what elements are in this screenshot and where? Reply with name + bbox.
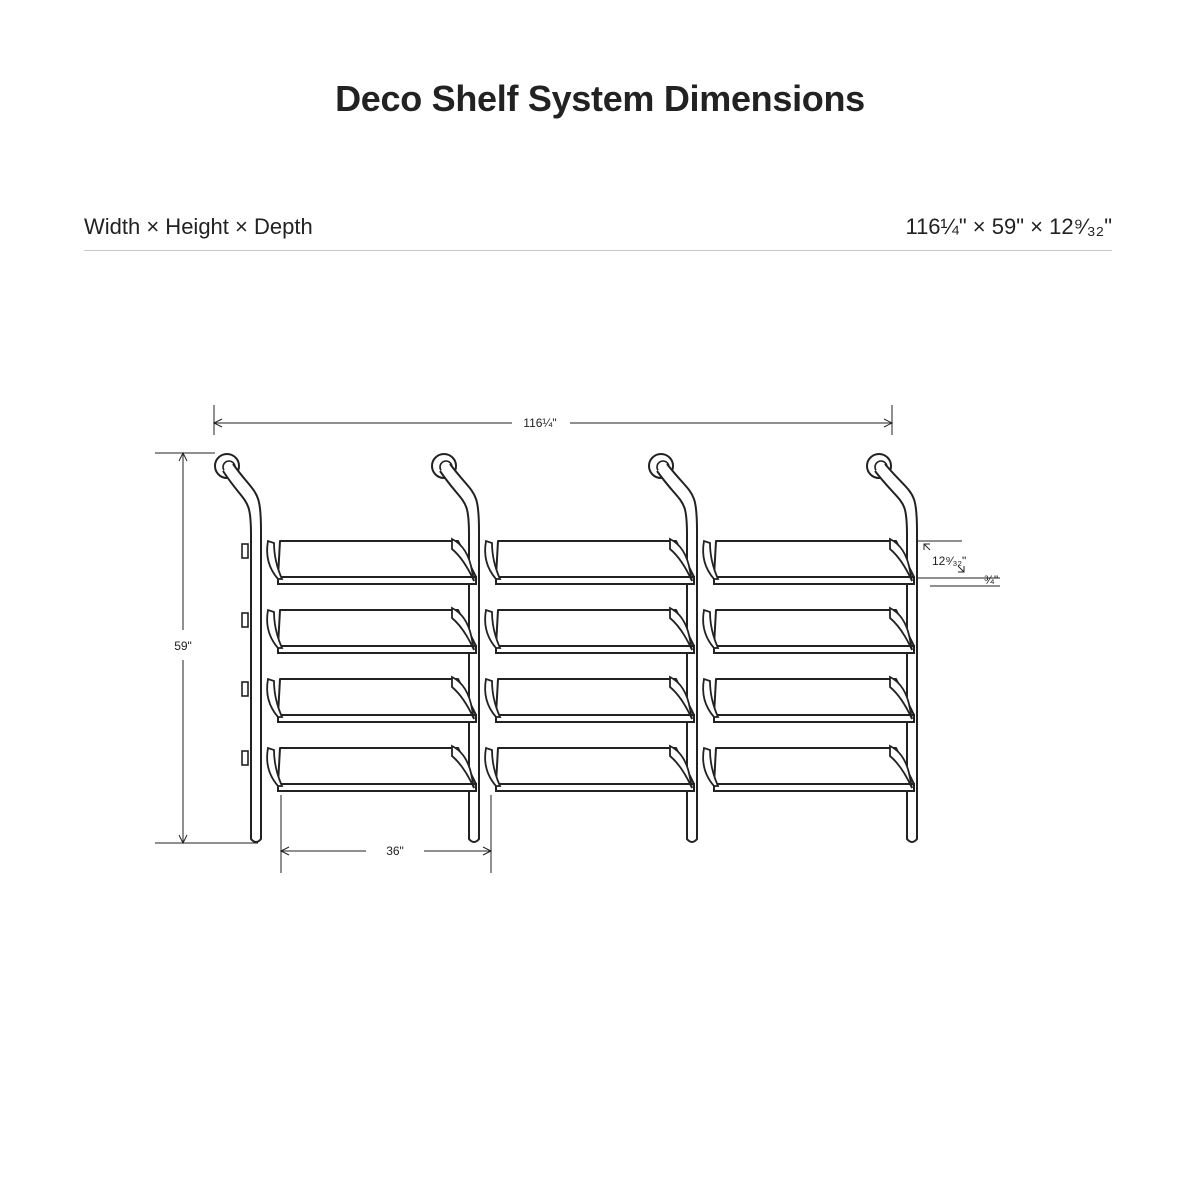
height-dimension <box>155 453 258 843</box>
shelf-board <box>278 748 476 784</box>
bay-width-dimension <box>281 795 491 873</box>
wall-bracket <box>242 544 248 558</box>
shelf-board <box>714 748 914 784</box>
spec-label: Width × Height × Depth <box>84 214 313 239</box>
shelf-edge <box>278 784 476 791</box>
shelf-board <box>278 679 476 715</box>
wall-bracket <box>242 682 248 696</box>
shelf-board <box>496 541 694 577</box>
shelf-board <box>496 679 694 715</box>
shelf-board <box>278 541 476 577</box>
width-dimension-label: 116¼" <box>523 416 557 430</box>
shelf-edge <box>496 784 694 791</box>
shelf-edge <box>714 577 914 584</box>
shelf-board <box>496 610 694 646</box>
depth-dimension-label: 12⁹⁄₃₂" <box>932 554 967 568</box>
height-dimension-label: 59" <box>174 639 192 653</box>
shelf-edge <box>496 577 694 584</box>
shelf-board <box>714 610 914 646</box>
shelf-edge <box>278 646 476 653</box>
shelf-edge <box>278 577 476 584</box>
bay-width-dimension-label: 36" <box>386 844 404 858</box>
spec-value: 116¼" × 59" × 12⁹⁄₃₂" <box>905 214 1112 239</box>
thickness-dimension-label: ¾" <box>984 573 999 587</box>
wall-bracket <box>242 751 248 765</box>
shelf-board <box>278 610 476 646</box>
shelf-board <box>714 541 914 577</box>
page-title: Deco Shelf System Dimensions <box>335 78 865 119</box>
shelf-board <box>496 748 694 784</box>
shelf-edge <box>714 784 914 791</box>
shelf-board <box>714 679 914 715</box>
shelf-structure <box>215 454 917 842</box>
shelf-edge <box>278 715 476 722</box>
shelf-edge <box>714 646 914 653</box>
wall-bracket <box>242 613 248 627</box>
shelf-edge <box>496 715 694 722</box>
upright-tube <box>223 464 261 842</box>
shelf-edge <box>496 646 694 653</box>
shelf-edge <box>714 715 914 722</box>
